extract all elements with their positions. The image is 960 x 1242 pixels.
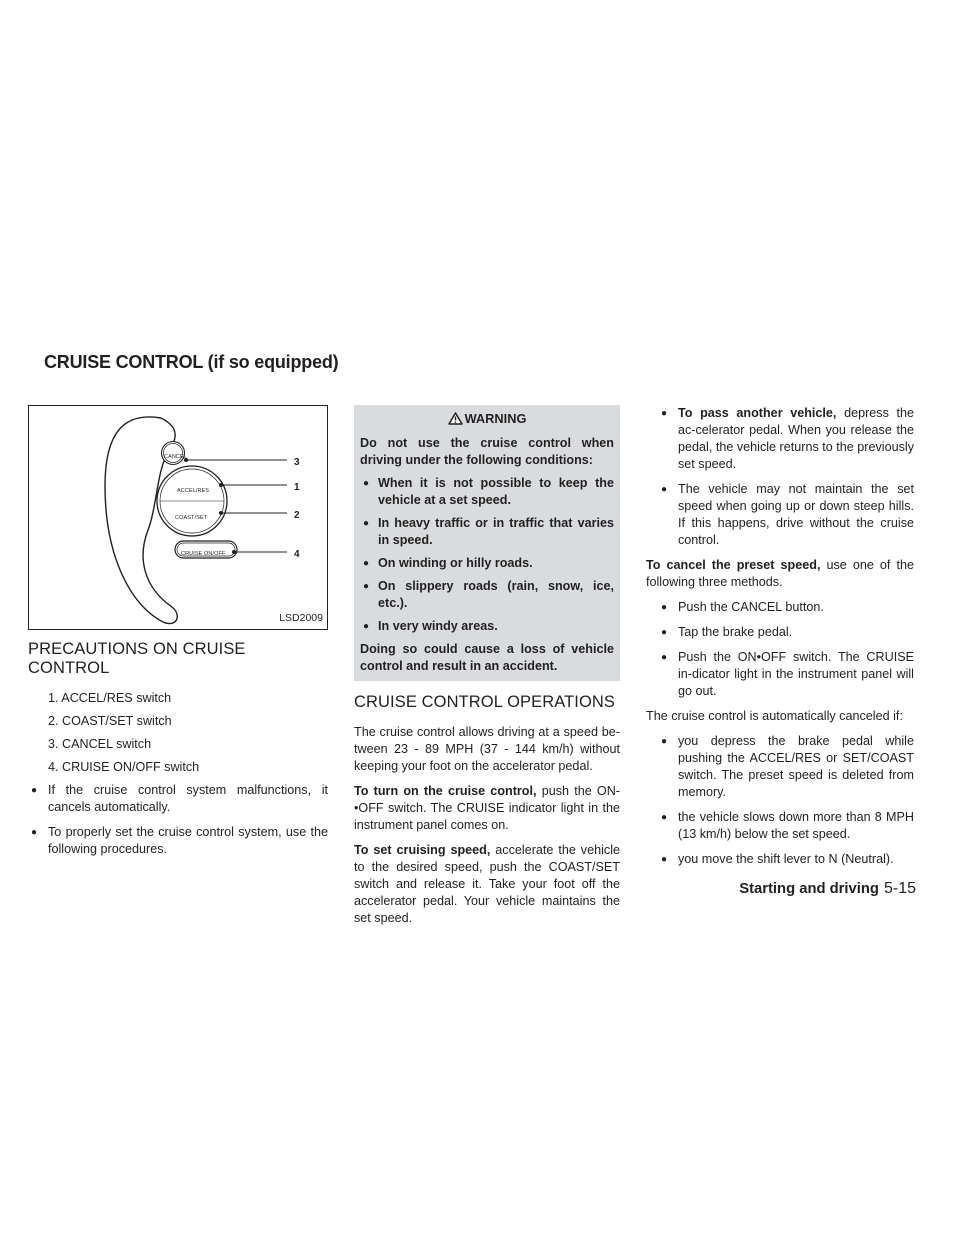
warning-bullet: ● On slippery roads (rain, snow, ice, etc.). bbox=[360, 578, 614, 612]
set-speed-lead: To set cruising speed, bbox=[354, 843, 491, 857]
warning-bullet: ● On winding or hilly roads. bbox=[360, 555, 614, 572]
figure-label: LSD2009 bbox=[279, 612, 323, 624]
operations-heading: CRUISE CONTROL OPERATIONS bbox=[354, 693, 616, 711]
auto-cancel-item: ● you depress the brake pedal while pushing the ACCEL/RES or SET/COAST switch. The preset speed is deleted from memory. bbox=[658, 733, 914, 801]
warning-bullet: ● In very windy areas. bbox=[360, 618, 614, 635]
page-footer bbox=[739, 880, 916, 898]
cancel-method: ● Tap the brake pedal. bbox=[658, 624, 914, 641]
operations-intro: The cruise control allows driving at a speed be-tween 23 - 89 MPH (37 - 144 km/h) without keeping your foot on the accelerator pedal. bbox=[354, 725, 620, 773]
accel-res-button-label: ACCEL/RES bbox=[177, 488, 210, 494]
column-2 bbox=[354, 405, 620, 935]
warning-outro: Doing so could cause a loss of vehicle control and result in an accident. bbox=[360, 642, 614, 673]
column-3 bbox=[646, 405, 914, 876]
warning-bullet: ● In heavy traffic or in traffic that varies in speed. bbox=[360, 515, 614, 549]
precaution-bullet: ● To properly set the cruise control system, use the following procedures. bbox=[28, 824, 328, 858]
cancel-paragraph bbox=[646, 557, 914, 591]
cancel-button-label: CANCEL bbox=[164, 454, 187, 460]
auto-cancel-intro: The cruise control is automatically canceled if: bbox=[646, 709, 903, 723]
cancel-method: ● Push the CANCEL button. bbox=[658, 599, 914, 616]
warning-title: WARNING bbox=[464, 411, 527, 426]
cancel-lead: To cancel the preset speed, bbox=[646, 558, 821, 572]
auto-cancel-item: ● the vehicle slows down more than 8 MPH (13 km/h) below the set speed. bbox=[658, 809, 914, 843]
cancel-text: use one of the following three methods. bbox=[646, 558, 914, 589]
cruise-onoff-button-label: CRUISE ON/OFF bbox=[181, 551, 226, 557]
list-item: 1. ACCEL/RES switch bbox=[48, 691, 172, 705]
section-title: CRUISE CONTROL (if so equipped) bbox=[44, 352, 339, 372]
callout-3: 3 bbox=[294, 457, 300, 468]
footer-section: Starting and driving bbox=[739, 881, 879, 897]
warning-triangle-icon bbox=[448, 412, 463, 425]
callout-4: 4 bbox=[294, 549, 300, 560]
page-number: 5-15 bbox=[883, 880, 916, 897]
set-speed-text: accelerate the vehicle to the desired speed, push the COAST/SET switch and release it. Take your foot off the accelerator pedal. Your vehicle maintains the set speed. bbox=[354, 843, 620, 925]
list-item: 4. CRUISE ON/OFF switch bbox=[48, 760, 200, 774]
callout-1: 1 bbox=[294, 482, 300, 493]
precautions-heading: PRECAUTIONS ON CRUISE CONTROL bbox=[28, 640, 246, 677]
warning-box bbox=[354, 405, 620, 681]
column-1 bbox=[28, 405, 328, 866]
callout-2: 2 bbox=[294, 510, 300, 521]
switch-list bbox=[28, 690, 328, 776]
pass-text: depress the ac-celerator pedal. When you release the pedal, the vehicle returns to the previously set speed. bbox=[678, 406, 915, 471]
precaution-bullet: ● If the cruise control system malfunctions, it cancels automatically. bbox=[28, 782, 328, 816]
turn-on-paragraph bbox=[354, 783, 620, 834]
coast-set-button-label: COAST/SET bbox=[175, 515, 208, 521]
turn-on-lead: To turn on the cruise control, bbox=[354, 784, 537, 798]
warning-header bbox=[360, 410, 614, 427]
list-item: 2. COAST/SET switch bbox=[48, 714, 172, 728]
turn-on-text: push the ON-•OFF switch. The CRUISE indicator light in the instrument panel comes on. bbox=[354, 784, 621, 832]
cancel-method: ● Push the ON•OFF switch. The CRUISE in-dicator light in the instrument panel will go out. bbox=[658, 649, 914, 700]
warning-bullet: ● When it is not possible to keep the vehicle at a set speed. bbox=[360, 475, 614, 509]
warning-intro: Do not use the cruise control when driving under the following conditions: bbox=[360, 436, 614, 467]
pass-lead: To pass another vehicle, bbox=[678, 406, 837, 420]
list-item: 3. CANCEL switch bbox=[48, 737, 152, 751]
auto-cancel-item: ● you move the shift lever to N (Neutral). bbox=[658, 851, 914, 868]
cruise-switch-figure bbox=[28, 405, 328, 630]
set-speed-paragraph bbox=[354, 842, 620, 927]
pass-vehicle-bullet bbox=[658, 405, 914, 473]
hills-bullet: ● The vehicle may not maintain the set speed when going up or down steep hills. If this happens, drive without the cruise control. bbox=[658, 481, 914, 549]
